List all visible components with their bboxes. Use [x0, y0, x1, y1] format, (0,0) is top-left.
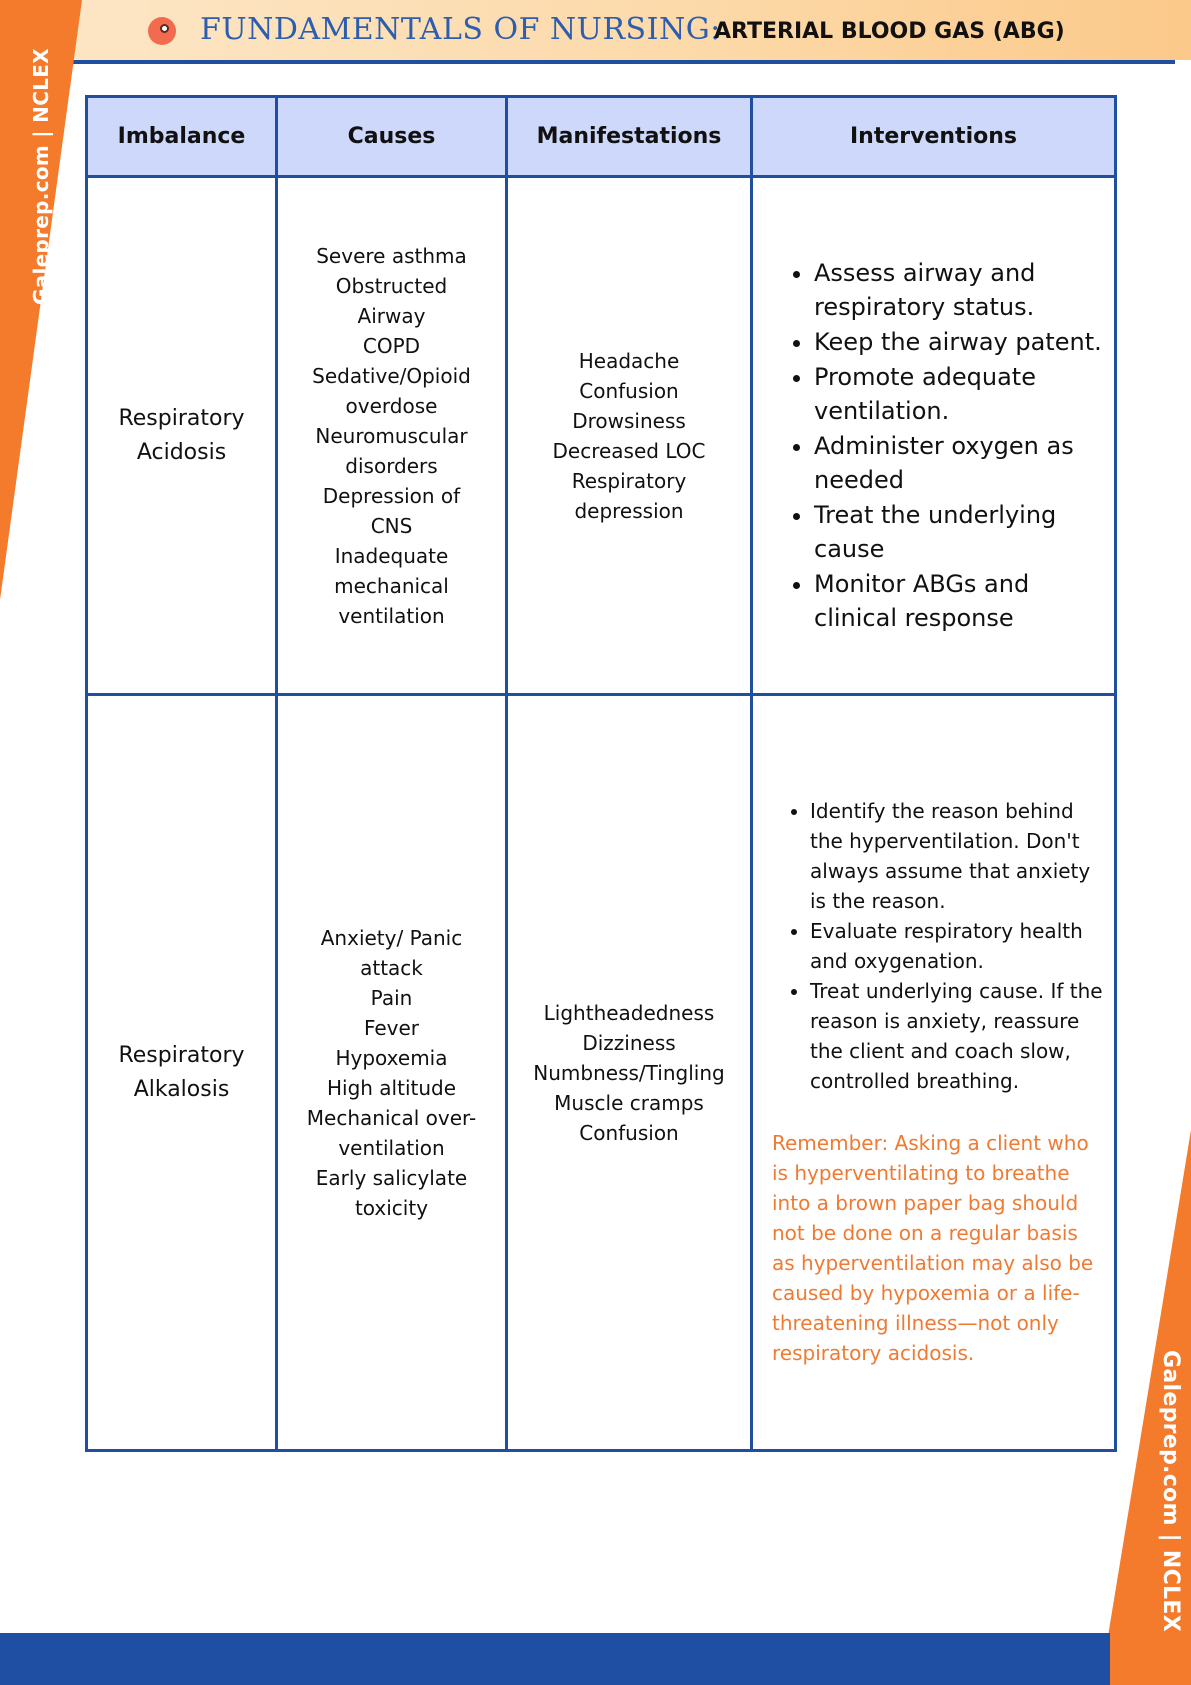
header-manifestations: Manifestations	[507, 97, 752, 177]
logo-icon	[148, 17, 176, 45]
list-item: • Evaluate respiratory health and oxygenation.	[810, 916, 1105, 976]
cause-line: overdose	[345, 393, 438, 418]
cause-line: High altitude	[326, 1075, 457, 1100]
right-ribbon-text: Galeprep.com | NCLEX	[1158, 1350, 1183, 1632]
imbalance-line: Acidosis	[136, 439, 227, 465]
manifestation-line: Confusion	[579, 1120, 679, 1145]
table-row	[87, 695, 1116, 1451]
manifestation-line: Lightheadedness	[543, 1000, 715, 1025]
interventions-cell	[752, 695, 1116, 1451]
cause-line: Neuromuscular	[315, 423, 468, 448]
manifestation-line: Decreased LOC	[552, 438, 706, 463]
cause-line: Obstructed	[335, 273, 448, 298]
header-divider	[72, 60, 1175, 64]
cause-line: COPD	[362, 333, 421, 358]
cause-line: Anxiety/ Panic	[320, 925, 463, 950]
causes-cell	[277, 695, 507, 1451]
imbalance-line: Respiratory	[118, 1042, 245, 1068]
list-item: • Identify the reason behind the hyperventilation. Don't always assume that anxiety is the reason.	[810, 796, 1105, 916]
imbalance-line: Respiratory	[118, 405, 245, 431]
page-subtitle: ARTERIAL BLOOD GAS (ABG)	[714, 19, 1065, 44]
manifestations-cell	[507, 695, 752, 1451]
manifestations-cell	[507, 177, 752, 695]
cause-line: Early salicylate	[315, 1165, 468, 1190]
table-row	[87, 177, 1116, 695]
cause-line: disorders	[345, 453, 438, 478]
remember-note: Remember: Asking a client who is hyperventilating to breathe into a brown paper bag should not be done on a regular basis as hyperventilation may also be caused by hypoxemia or a life-threatening illness—not only respiratory acidosis.	[772, 1131, 1094, 1365]
manifestation-line: depression	[574, 498, 684, 523]
cause-line: Fever	[363, 1015, 420, 1040]
list-item: • Administer oxygen as needed	[814, 429, 1103, 497]
footer-band	[0, 1633, 1110, 1685]
list-item: • Treat underlying cause. If the reason is anxiety, reassure the client and coach slow, controlled breathing.	[810, 976, 1105, 1096]
table-header-row	[87, 97, 1116, 177]
interventions-cell	[752, 177, 1116, 695]
cause-line: Inadequate	[334, 543, 449, 568]
interventions-list	[754, 256, 1113, 635]
page-title: FUNDAMENTALS OF NURSING:	[200, 12, 721, 47]
header-imbalance: Imbalance	[87, 97, 277, 177]
manifestation-line: Headache	[578, 348, 680, 373]
cause-line: ventilation	[338, 603, 445, 628]
imbalance-cell	[87, 695, 277, 1451]
manifestation-line: Numbness/Tingling	[533, 1060, 725, 1085]
list-item: • Keep the airway patent.	[814, 325, 1103, 359]
imbalance-line: Alkalosis	[133, 1076, 230, 1102]
cause-line: Sedative/Opioid	[312, 363, 471, 388]
cause-line: CNS	[370, 513, 413, 538]
abg-table	[85, 95, 1117, 1452]
list-item: • Assess airway and respiratory status.	[814, 256, 1103, 324]
list-item: • Treat the underlying cause	[814, 498, 1103, 566]
manifestation-line: Dizziness	[582, 1030, 676, 1055]
cause-line: toxicity	[354, 1195, 429, 1220]
cause-line: Hypoxemia	[335, 1045, 448, 1070]
manifestation-line: Confusion	[579, 378, 679, 403]
cause-line: Mechanical over-	[306, 1105, 477, 1130]
manifestation-line: Respiratory	[571, 468, 687, 493]
cause-line: attack	[360, 955, 423, 980]
cause-line: mechanical	[334, 573, 449, 598]
left-ribbon-text: Galeprep.com | NCLEX	[29, 48, 53, 305]
cause-line: Pain	[370, 985, 413, 1010]
interventions-list	[754, 796, 1113, 1096]
manifestation-line: Muscle cramps	[554, 1090, 704, 1115]
list-item: • Promote adequate ventilation.	[814, 360, 1103, 428]
cause-line: Airway	[357, 303, 426, 328]
header-causes: Causes	[277, 97, 507, 177]
cause-line: ventilation	[338, 1135, 445, 1160]
list-item: • Monitor ABGs and clinical response	[814, 567, 1103, 635]
cause-line: Depression of	[322, 483, 461, 508]
imbalance-cell	[87, 177, 277, 695]
cause-line: Severe asthma	[316, 243, 467, 268]
manifestation-line: Drowsiness	[572, 408, 686, 433]
causes-cell	[277, 177, 507, 695]
header-interventions: Interventions	[752, 97, 1116, 177]
